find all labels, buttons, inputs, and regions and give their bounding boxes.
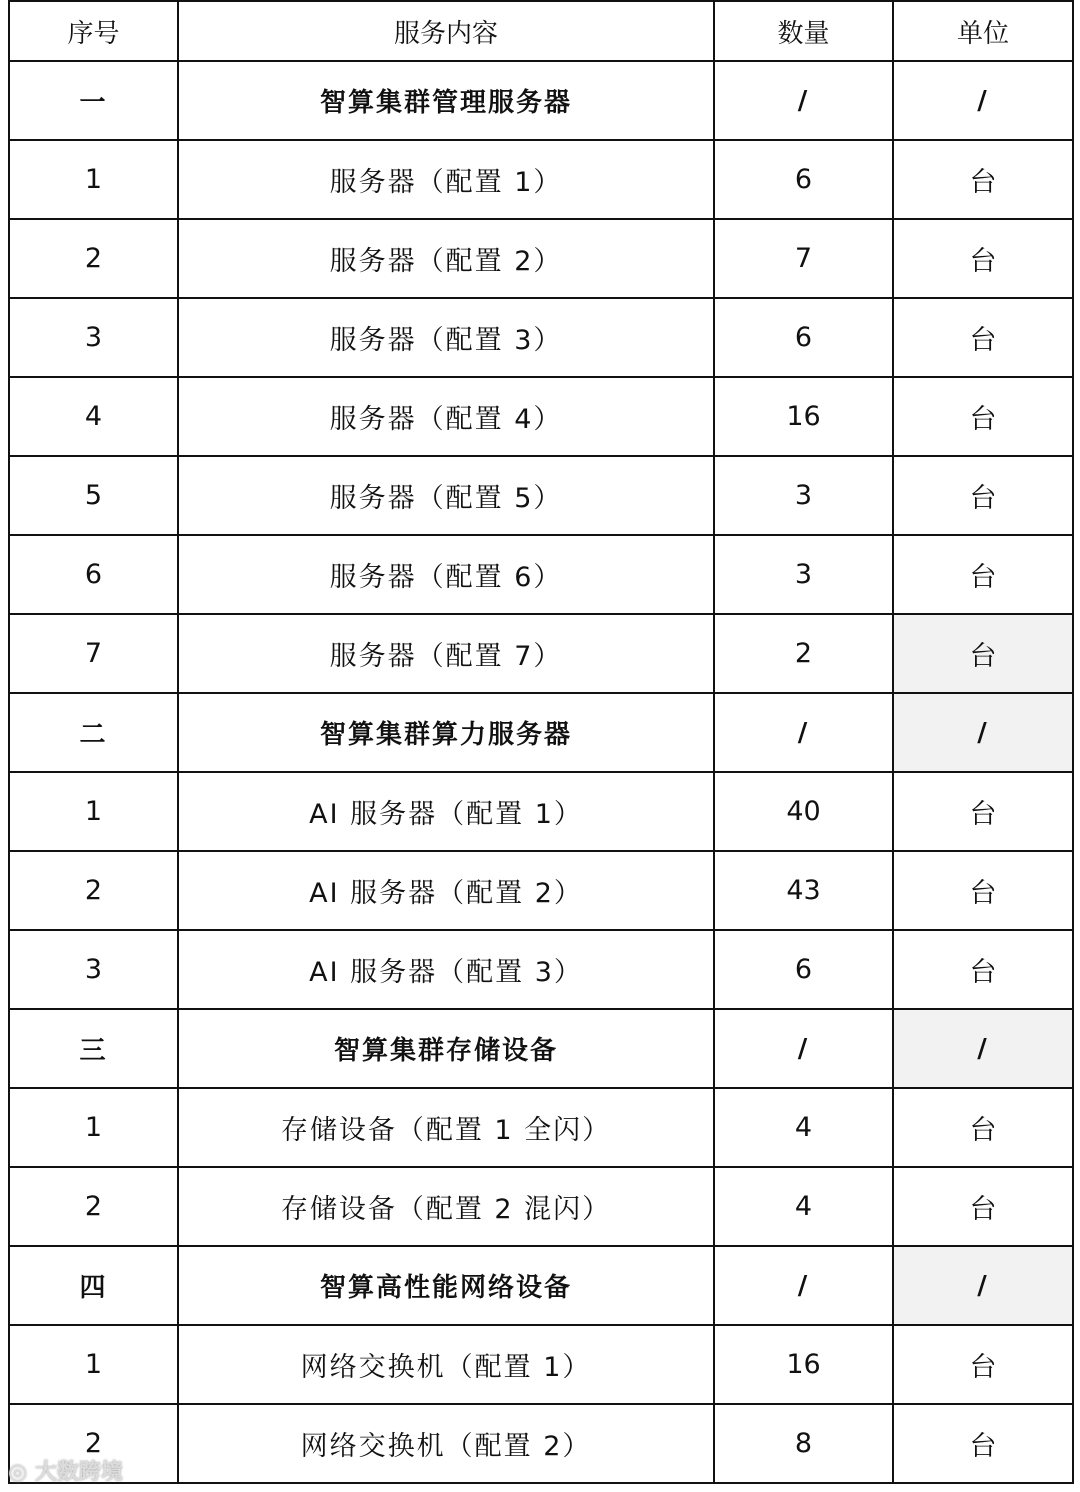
cell-content: AI 服务器（配置 2） <box>178 851 714 930</box>
cell-qty: 2 <box>714 614 893 693</box>
section-row <box>9 1009 1073 1088</box>
cell-qty: 43 <box>714 851 893 930</box>
cell-content: 智算高性能网络设备 <box>178 1246 714 1325</box>
table-row <box>9 1404 1073 1483</box>
cell-qty: 16 <box>714 1325 893 1404</box>
table-row <box>9 851 1073 930</box>
cell-content: 服务器（配置 7） <box>178 614 714 693</box>
table-row <box>9 930 1073 1009</box>
cell-content: AI 服务器（配置 1） <box>178 772 714 851</box>
cell-no: 1 <box>9 1088 178 1167</box>
cell-no: 二 <box>9 693 178 772</box>
cell-content: 服务器（配置 3） <box>178 298 714 377</box>
cell-unit: 台 <box>893 140 1073 219</box>
cell-no: 3 <box>9 298 178 377</box>
watermark-text: 大数跨境 <box>34 1460 123 1485</box>
cell-content: 网络交换机（配置 2） <box>178 1404 714 1483</box>
cell-content: 智算集群算力服务器 <box>178 693 714 772</box>
cell-qty: 4 <box>714 1167 893 1246</box>
cell-content: 智算集群存储设备 <box>178 1009 714 1088</box>
cell-qty: / <box>714 61 893 140</box>
cell-no: 2 <box>9 1404 178 1483</box>
cell-content: 网络交换机（配置 1） <box>178 1325 714 1404</box>
cell-unit: 台 <box>893 456 1073 535</box>
table-row <box>9 140 1073 219</box>
cell-qty: 8 <box>714 1404 893 1483</box>
table-row <box>9 1167 1073 1246</box>
cell-qty: 7 <box>714 219 893 298</box>
cell-no: 5 <box>9 456 178 535</box>
cell-qty: / <box>714 1009 893 1088</box>
cell-content: 存储设备（配置 1 全闪） <box>178 1088 714 1167</box>
table-row <box>9 772 1073 851</box>
cell-unit: 台 <box>893 614 1073 693</box>
cell-content: 智算集群管理服务器 <box>178 61 714 140</box>
cell-qty: 6 <box>714 298 893 377</box>
table-row <box>9 219 1073 298</box>
cell-no: 一 <box>9 61 178 140</box>
header-unit: 单位 <box>893 1 1073 61</box>
cell-unit: 台 <box>893 219 1073 298</box>
cell-unit: 台 <box>893 851 1073 930</box>
cell-unit: / <box>893 1246 1073 1325</box>
cell-unit: 台 <box>893 772 1073 851</box>
cell-qty: 4 <box>714 1088 893 1167</box>
header-no: 序号 <box>9 1 178 61</box>
cell-unit: 台 <box>893 1088 1073 1167</box>
cell-unit: 台 <box>893 298 1073 377</box>
watermark-logo: ◎ 大数跨境 <box>8 1460 123 1485</box>
cell-unit: 台 <box>893 930 1073 1009</box>
table-row <box>9 377 1073 456</box>
cell-unit: / <box>893 1009 1073 1088</box>
cell-unit: 台 <box>893 535 1073 614</box>
cell-no: 4 <box>9 377 178 456</box>
header-qty: 数量 <box>714 1 893 61</box>
cell-qty: / <box>714 693 893 772</box>
cell-unit: 台 <box>893 1404 1073 1483</box>
header-content: 服务内容 <box>178 1 714 61</box>
table-row <box>9 456 1073 535</box>
cell-unit: 台 <box>893 377 1073 456</box>
cell-no: 2 <box>9 219 178 298</box>
cell-content: 服务器（配置 2） <box>178 219 714 298</box>
table-row <box>9 298 1073 377</box>
section-row <box>9 1246 1073 1325</box>
cell-unit: 台 <box>893 1167 1073 1246</box>
table-row <box>9 1088 1073 1167</box>
header-row <box>9 1 1073 61</box>
cell-content: 服务器（配置 1） <box>178 140 714 219</box>
cell-no: 1 <box>9 140 178 219</box>
cell-qty: 16 <box>714 377 893 456</box>
cell-no: 1 <box>9 1325 178 1404</box>
cell-no: 2 <box>9 1167 178 1246</box>
cell-no: 6 <box>9 535 178 614</box>
cell-content: 服务器（配置 6） <box>178 535 714 614</box>
cell-no: 7 <box>9 614 178 693</box>
cell-unit: / <box>893 693 1073 772</box>
section-row <box>9 61 1073 140</box>
cell-qty: / <box>714 1246 893 1325</box>
cell-content: 服务器（配置 5） <box>178 456 714 535</box>
cell-qty: 6 <box>714 930 893 1009</box>
table-row <box>9 535 1073 614</box>
cell-no: 3 <box>9 930 178 1009</box>
equipment-table <box>8 0 1074 1484</box>
cell-content: 存储设备（配置 2 混闪） <box>178 1167 714 1246</box>
cell-content: AI 服务器（配置 3） <box>178 930 714 1009</box>
cell-no: 三 <box>9 1009 178 1088</box>
cell-qty: 40 <box>714 772 893 851</box>
cell-qty: 6 <box>714 140 893 219</box>
table-body <box>9 61 1073 1483</box>
table-row <box>9 1325 1073 1404</box>
cell-no: 1 <box>9 772 178 851</box>
cell-qty: 3 <box>714 456 893 535</box>
cell-qty: 3 <box>714 535 893 614</box>
section-row <box>9 693 1073 772</box>
cell-no: 2 <box>9 851 178 930</box>
table-row <box>9 614 1073 693</box>
cell-unit: 台 <box>893 1325 1073 1404</box>
cell-content: 服务器（配置 4） <box>178 377 714 456</box>
cell-unit: / <box>893 61 1073 140</box>
cell-no: 四 <box>9 1246 178 1325</box>
